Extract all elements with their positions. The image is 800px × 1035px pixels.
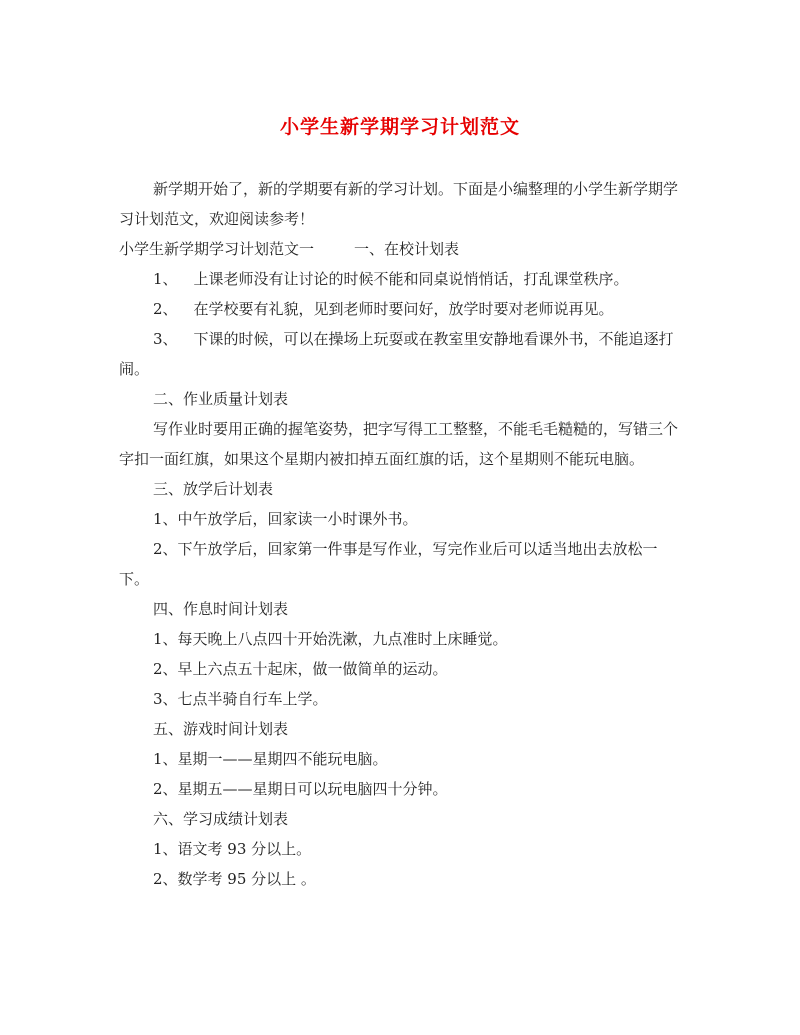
item-text: 下课的时候，可以在操场上玩耍或在教室里安静地看课外书，不能追逐打闹。 <box>119 330 674 378</box>
section1-title: 一、在校计划表 <box>354 240 460 258</box>
item-text: 在学校要有礼貌，见到老师时要问好，放学时要对老师说再见。 <box>193 300 614 318</box>
sample-heading-line <box>119 234 681 264</box>
list-item <box>119 264 681 294</box>
sample-heading: 小学生新学期学习计划范文一 <box>119 240 315 258</box>
section4-title: 四、作息时间计划表 <box>153 600 289 618</box>
section5-title: 五、游戏时间计划表 <box>153 720 289 738</box>
list-item: 1、语文考 93 分以上。 <box>153 840 312 858</box>
list-item: 1、每天晚上八点四十开始洗漱，九点准时上床睡觉。 <box>153 630 508 648</box>
document-title: 小学生新学期学习计划范文 <box>279 116 520 138</box>
list-item: 2、下午放学后，回家第一件事是写作业，写完作业后可以适当地出去放松一下。 <box>119 540 658 588</box>
item-text: 上课老师没有让讨论的时候不能和同桌说悄悄话，打乱课堂秩序。 <box>193 270 629 288</box>
list-item: 2、星期五——星期日可以玩电脑四十分钟。 <box>153 780 448 798</box>
list-item <box>119 294 681 324</box>
section6-title: 六、学习成绩计划表 <box>153 810 289 828</box>
item-number: 2、 <box>153 300 178 318</box>
list-item: 2、早上六点五十起床，做一做简单的运动。 <box>153 660 448 678</box>
intro-paragraph: 新学期开始了，新的学期要有新的学习计划。下面是小编整理的小学生新学期学习计划范文，欢迎阅读参考！ <box>119 180 679 228</box>
list-item: 2、数学考 95 分以上 。 <box>153 870 316 888</box>
list-item: 3、七点半骑自行车上学。 <box>153 690 328 708</box>
list-item: 1、中午放学后，回家读一小时课外书。 <box>153 510 418 528</box>
document-body <box>119 174 681 894</box>
list-item: 1、星期一——星期四不能玩电脑。 <box>153 750 388 768</box>
item-number: 1、 <box>153 270 178 288</box>
list-item <box>119 324 681 384</box>
item-number: 3、 <box>153 330 178 348</box>
section3-title: 三、放学后计划表 <box>153 480 274 498</box>
section2-paragraph: 写作业时要用正确的握笔姿势，把字写得工工整整，不能毛毛糙糙的，写错三个字扣一面红旗，如果这个星期内被扣掉五面红旗的话，这个星期则不能玩电脑。 <box>119 420 679 468</box>
section2-title: 二、作业质量计划表 <box>153 390 289 408</box>
